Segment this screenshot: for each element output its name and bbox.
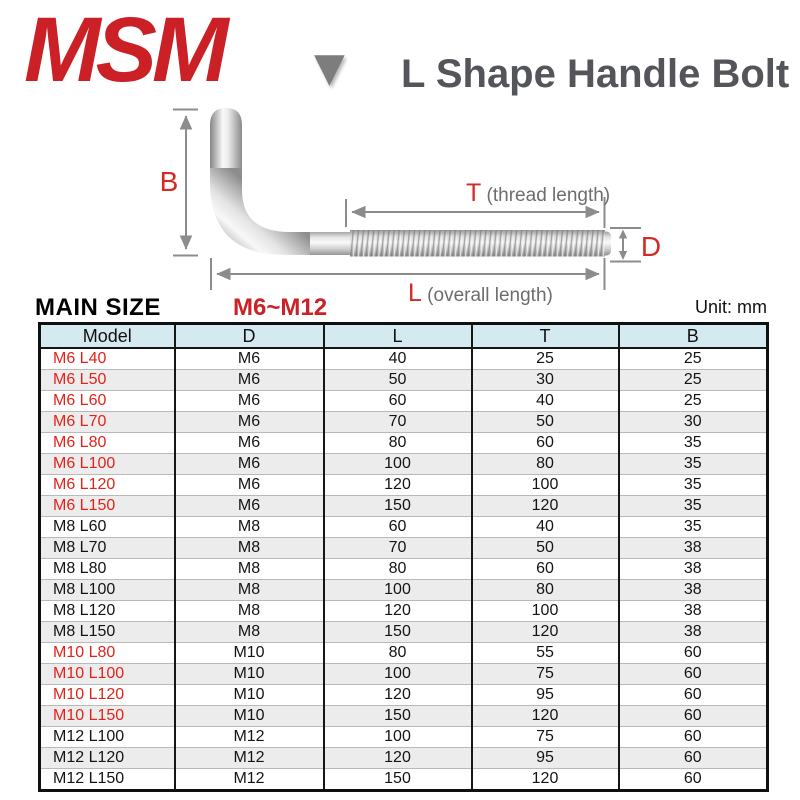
cell-l: 80 xyxy=(324,433,472,454)
cell-b: 25 xyxy=(619,370,768,391)
cell-d: M10 xyxy=(175,685,324,706)
cell-t: 120 xyxy=(472,706,619,727)
cell-t: 100 xyxy=(472,475,619,496)
cell-d: M6 xyxy=(175,475,324,496)
cell-t: 40 xyxy=(472,517,619,538)
cell-b: 60 xyxy=(619,685,768,706)
cell-t: 30 xyxy=(472,370,619,391)
cell-b: 60 xyxy=(619,769,768,791)
cell-model: M6 L50 xyxy=(40,370,175,391)
cell-t: 120 xyxy=(472,622,619,643)
cell-d: M6 xyxy=(175,348,324,370)
table-row xyxy=(40,391,768,412)
cell-t: 75 xyxy=(472,727,619,748)
cell-model: M10 L80 xyxy=(40,643,175,664)
size-range: M6~M12 xyxy=(233,294,328,321)
spec-table-header xyxy=(40,324,768,349)
cell-l: 40 xyxy=(324,348,472,370)
cell-b: 25 xyxy=(619,348,768,370)
cell-b: 60 xyxy=(619,706,768,727)
table-row xyxy=(40,580,768,601)
cell-model: M8 L100 xyxy=(40,580,175,601)
cell-t: 80 xyxy=(472,580,619,601)
cell-l: 150 xyxy=(324,622,472,643)
triangle-down-icon: ▼ xyxy=(314,45,345,91)
cell-d: M6 xyxy=(175,391,324,412)
cell-b: 35 xyxy=(619,496,768,517)
cell-l: 70 xyxy=(324,538,472,559)
cell-model: M8 L60 xyxy=(40,517,175,538)
table-row xyxy=(40,622,768,643)
col-header-t: T xyxy=(472,324,619,349)
dimension-b xyxy=(173,110,198,256)
col-header-l: L xyxy=(324,324,472,349)
cell-b: 38 xyxy=(619,601,768,622)
cell-model: M6 L100 xyxy=(40,454,175,475)
dimension-d xyxy=(610,228,641,262)
cell-b: 38 xyxy=(619,580,768,601)
cell-b: 60 xyxy=(619,727,768,748)
cell-b: 35 xyxy=(619,517,768,538)
cell-d: M10 xyxy=(175,643,324,664)
cell-model: M12 L150 xyxy=(40,769,175,791)
spec-table xyxy=(38,322,769,792)
cell-t: 50 xyxy=(472,412,619,433)
cell-d: M8 xyxy=(175,580,324,601)
cell-b: 60 xyxy=(619,748,768,769)
cell-d: M6 xyxy=(175,454,324,475)
cell-d: M10 xyxy=(175,664,324,685)
col-header-d: D xyxy=(175,324,324,349)
table-row xyxy=(40,517,768,538)
table-row xyxy=(40,475,768,496)
cell-l: 100 xyxy=(324,454,472,475)
cell-b: 38 xyxy=(619,538,768,559)
cell-t: 60 xyxy=(472,433,619,454)
cell-t: 120 xyxy=(472,496,619,517)
table-row xyxy=(40,454,768,475)
cell-d: M8 xyxy=(175,601,324,622)
spec-table-body xyxy=(40,348,768,791)
cell-b: 35 xyxy=(619,433,768,454)
cell-b: 25 xyxy=(619,391,768,412)
cell-b: 60 xyxy=(619,643,768,664)
cell-t: 80 xyxy=(472,454,619,475)
table-row xyxy=(40,664,768,685)
cell-b: 38 xyxy=(619,559,768,580)
brand-logo: MSM xyxy=(24,0,224,101)
dimension-l-label: L (overall length) xyxy=(408,279,553,307)
bolt-illustration xyxy=(210,108,611,257)
table-row xyxy=(40,643,768,664)
cell-b: 60 xyxy=(619,664,768,685)
dimension-d-label: D xyxy=(640,231,662,262)
cell-l: 120 xyxy=(324,475,472,496)
cell-model: M8 L120 xyxy=(40,601,175,622)
cell-model: M6 L80 xyxy=(40,433,175,454)
cell-l: 100 xyxy=(324,727,472,748)
table-row xyxy=(40,601,768,622)
table-row xyxy=(40,433,768,454)
cell-d: M6 xyxy=(175,496,324,517)
cell-t: 40 xyxy=(472,391,619,412)
cell-l: 80 xyxy=(324,643,472,664)
table-row xyxy=(40,706,768,727)
table-row xyxy=(40,559,768,580)
cell-model: M6 L70 xyxy=(40,412,175,433)
cell-t: 75 xyxy=(472,664,619,685)
cell-model: M10 L100 xyxy=(40,664,175,685)
dimension-b-label: B xyxy=(159,166,179,197)
cell-d: M8 xyxy=(175,622,324,643)
cell-l: 120 xyxy=(324,601,472,622)
cell-b: 30 xyxy=(619,412,768,433)
cell-d: M10 xyxy=(175,706,324,727)
table-row xyxy=(40,748,768,769)
cell-model: M8 L70 xyxy=(40,538,175,559)
cell-d: M8 xyxy=(175,559,324,580)
cell-t: 95 xyxy=(472,748,619,769)
cell-l: 100 xyxy=(324,580,472,601)
cell-model: M10 L150 xyxy=(40,706,175,727)
cell-model: M8 L80 xyxy=(40,559,175,580)
header-row xyxy=(40,324,768,349)
cell-l: 50 xyxy=(324,370,472,391)
cell-t: 120 xyxy=(472,769,619,791)
table-row xyxy=(40,769,768,791)
table-row xyxy=(40,727,768,748)
table-row xyxy=(40,348,768,370)
cell-t: 25 xyxy=(472,348,619,370)
cell-model: M6 L40 xyxy=(53,350,107,367)
cell-t: 50 xyxy=(472,538,619,559)
cell-d: M12 xyxy=(175,748,324,769)
cell-d: M6 xyxy=(175,370,324,391)
cell-l: 120 xyxy=(324,685,472,706)
cell-d: M6 xyxy=(175,412,324,433)
cell-model: M8 L150 xyxy=(40,622,175,643)
cell-b: 35 xyxy=(619,454,768,475)
col-header-b: B xyxy=(619,324,768,349)
cell-b: 35 xyxy=(619,475,768,496)
col-header-model: Model xyxy=(40,324,175,349)
cell-t: 55 xyxy=(472,643,619,664)
cell-l: 150 xyxy=(324,769,472,791)
cell-l: 80 xyxy=(324,559,472,580)
cell-l: 60 xyxy=(324,391,472,412)
cell-model: M12 L120 xyxy=(40,748,175,769)
dimension-t-label: T (thread length) xyxy=(466,179,611,207)
table-row xyxy=(40,370,768,391)
cell-l: 100 xyxy=(324,664,472,685)
cell-t: 60 xyxy=(472,559,619,580)
cell-model: M12 L100 xyxy=(40,727,175,748)
table-row xyxy=(40,496,768,517)
main-size-label: MAIN SIZE xyxy=(35,294,161,321)
cell-t: 95 xyxy=(472,685,619,706)
dimension-t xyxy=(346,197,605,228)
cell-model: M6 L120 xyxy=(40,475,175,496)
cell-l: 120 xyxy=(324,748,472,769)
cell-d: M12 xyxy=(175,769,324,791)
cell-t: 100 xyxy=(472,601,619,622)
cell-l: 150 xyxy=(324,496,472,517)
cell-d: M12 xyxy=(175,727,324,748)
cell-model: M6 L150 xyxy=(40,496,175,517)
cell-b: 38 xyxy=(619,622,768,643)
cell-l: 150 xyxy=(324,706,472,727)
dimension-l xyxy=(211,258,605,290)
page-title: L Shape Handle Bolt xyxy=(401,52,790,96)
cell-d: M8 xyxy=(175,517,324,538)
table-row xyxy=(40,412,768,433)
cell-l: 70 xyxy=(324,412,472,433)
unit-label: Unit: mm xyxy=(695,297,767,317)
cell-d: M8 xyxy=(175,538,324,559)
table-row xyxy=(40,538,768,559)
cell-model: M6 L60 xyxy=(40,391,175,412)
cell-model: M10 L120 xyxy=(40,685,175,706)
table-row xyxy=(40,685,768,706)
cell-l: 60 xyxy=(324,517,472,538)
cell-d: M6 xyxy=(175,433,324,454)
